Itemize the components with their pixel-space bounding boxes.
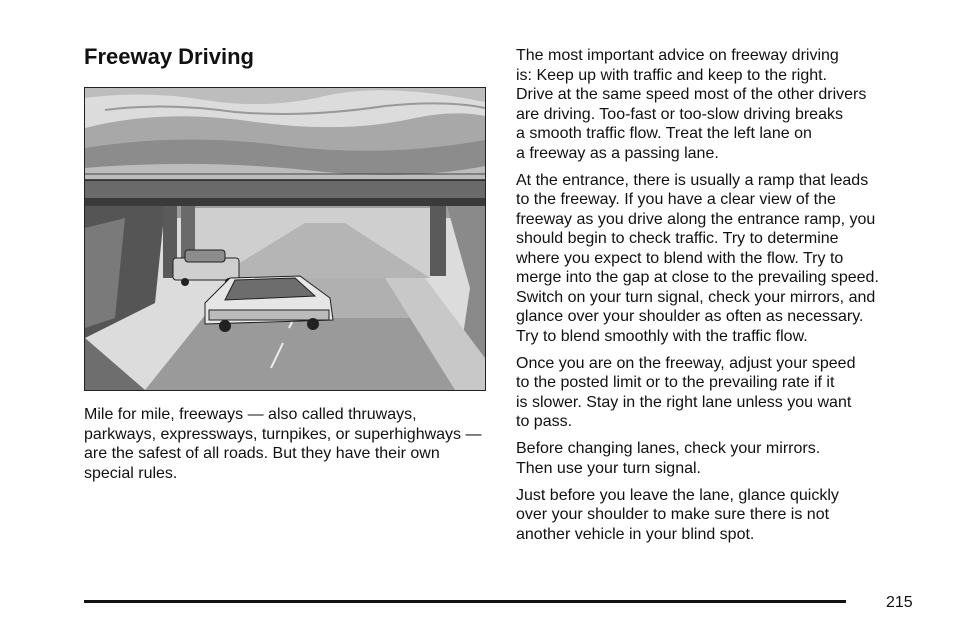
advice-paragraph-3: Once you are on the freeway, adjust your speed to the posted limit or to the prevailing rate if it is slower. Stay in the right lane unless you want to pass. (516, 354, 856, 430)
intro-paragraph: Mile for mile, freeways — also called thruways, parkways, expressways, turnpikes, or superhighways — are the safest of all roads. But they have their own special rules. (84, 406, 482, 482)
freeway-illustration (84, 87, 486, 391)
page-number: 215 (886, 594, 913, 611)
page-title: Freeway Driving (84, 44, 254, 69)
advice-paragraph-5: Just before you leave the lane, glance quickly over your shoulder to make sure there is not another vehicle in your blind spot. (516, 486, 839, 543)
footer-divider (84, 600, 846, 603)
advice-paragraph-1: The most important advice on freeway driving is: Keep up with traffic and keep to the right. Drive at the same speed most of the other drivers are driving. Too-fast or too-slow driving breaks a smooth traffic flow. Treat the left lane on a freeway as a passing lane. (516, 47, 867, 162)
advice-paragraph-4: Before changing lanes, check your mirrors. Then use your turn signal. (516, 440, 821, 477)
advice-paragraph-2: At the entrance, there is usually a ramp that leads to the freeway. If you have a clear view of the freeway as you drive along the entrance ramp, you should begin to check traffic. Try to determine where you expect to blend with the flow. Try to merge into the gap at close to the prevailing speed. Switch on your turn signal, check your mirrors, and glance over your shoulder as often as necessary. Try to blend smoothly with the traffic flow. (516, 171, 879, 345)
advice-column (516, 46, 916, 552)
freeway-overpass-icon (85, 88, 485, 390)
